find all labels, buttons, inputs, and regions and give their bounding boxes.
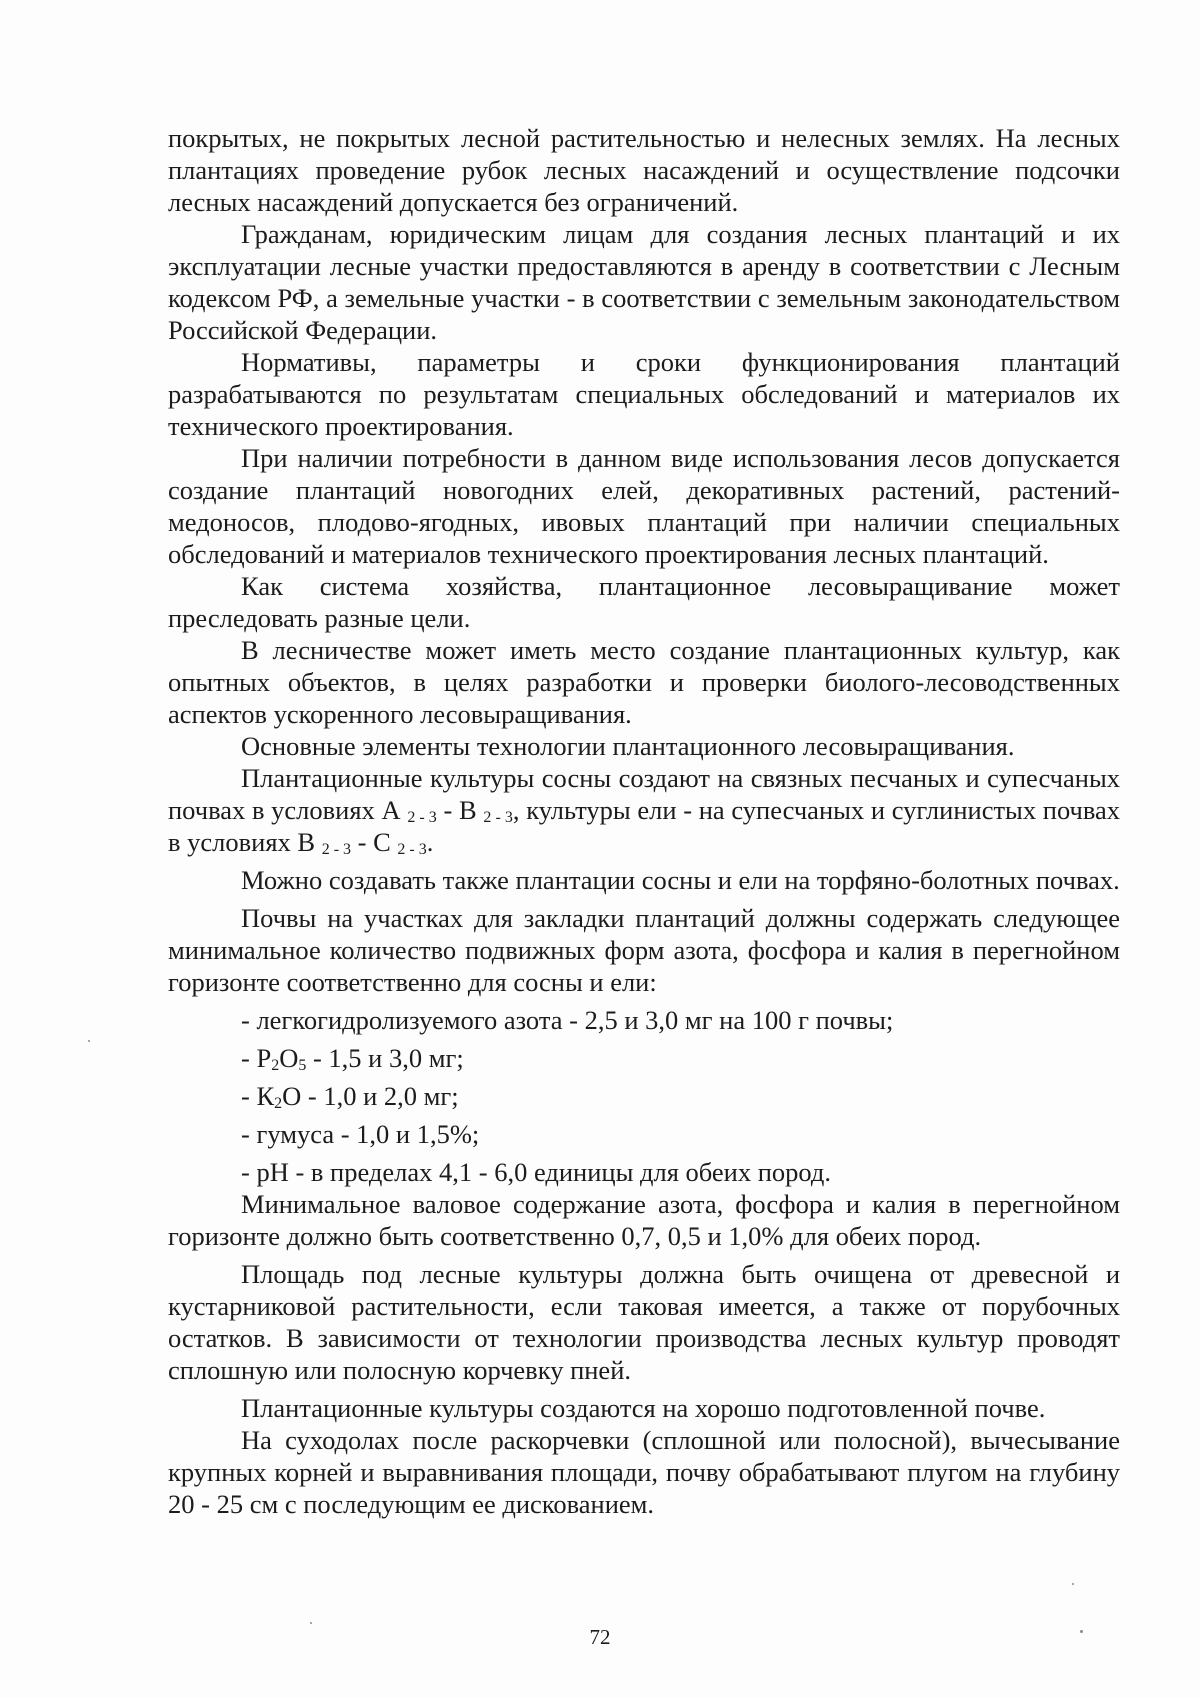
list-item-k2o	[168, 1080, 1120, 1112]
list-item-ph: - рН - в пределах 4,1 - 6,0 единицы для обеих пород.	[241, 1157, 832, 1187]
l2-b: О	[279, 1043, 299, 1073]
p8-text-3: , культуры ели - на супесчаных и суглинистых почвах в условиях В	[168, 795, 1121, 857]
l3-sub-1: 2	[274, 1095, 283, 1112]
paragraph-7: Основные элементы технологии плантационного лесовыращивания.	[241, 731, 1015, 761]
p8-text-5: .	[426, 827, 434, 857]
paragraph-13: Плантационные культуры создаются на хорошо подготовленной почве.	[241, 1393, 1046, 1423]
scan-speck	[310, 1622, 312, 1624]
paragraph-2: Гражданам, юридическим лицам для создания лесных плантаций и их эксплуатации лесные участки предоставляются в аренду в соответствии с Лесным кодексом РФ, а земельные участки - в соответствии с земельным законодательством Российской Федерации.	[168, 219, 1120, 345]
paragraph-10: Почвы на участках для закладки плантаций должны содержать следующее минимальное количество подвижных форм азота, фосфора и калия в перегнойном горизонте соответственно для сосны и ели:	[168, 903, 1120, 997]
list-item-p2o5	[168, 1042, 1120, 1074]
scan-speck	[1080, 1630, 1083, 1633]
l2-c: - 1,5 и 3,0 мг;	[306, 1043, 464, 1073]
paragraph-14: На суходолах после раскорчевки (сплошной или полосной), вычесывание крупных корней и выравнивания площади, почву обрабатывают плугом на глубину 20 - 25 см с последующим ее дискованием.	[168, 1425, 1120, 1519]
p8-sub-2: 2 - 3	[483, 809, 513, 826]
paragraph-12: Площадь под лесные культуры должна быть очищена от древесной и кустарниковой растительности, если таковая имеется, а также от порубочных остатков. В зависимости от технологии производства лесных культур проводят сплошную или полосную корчевку пней.	[168, 1259, 1120, 1385]
l2-sub-1: 2	[271, 1057, 280, 1074]
paragraph-8	[168, 762, 1120, 858]
paragraph-1: покрытых, не покрытых лесной растительностью и нелесных землях. На лесных плантациях проведение рубок лесных насаждений и осуществление подсочки лесных насаждений допускается без ограничений.	[168, 123, 1120, 217]
l2-a: - Р	[241, 1043, 272, 1073]
p8-text-1: Плантационные культуры сосны создают на связных песчаных и супесчаных почвах в условиях А	[168, 763, 1120, 825]
l3-a: - К	[241, 1081, 275, 1111]
p8-text-4: - С	[351, 827, 391, 857]
l2-sub-2: 5	[298, 1057, 307, 1074]
paragraph-5: Как система хозяйства, плантационное лесовыращивание может преследовать разные цели.	[168, 571, 1120, 633]
scan-speck	[88, 1040, 90, 1042]
p8-sub-4: 2 - 3	[397, 841, 427, 858]
list-item-nitrogen: - легкогидролизуемого азота - 2,5 и 3,0 мг на 100 г почвы;	[241, 1005, 894, 1035]
paragraph-11: Минимальное валовое содержание азота, фосфора и калия в перегнойном горизонте должно быть соответственно 0,7, 0,5 и 1,0% для обеих пород.	[168, 1189, 1120, 1251]
paragraph-4: При наличии потребности в данном виде использования лесов допускается создание плантаций новогодних елей, декоративных растений, растений-медоносов, плодово-ягодных, ивовых плантаций при наличии специальных обследований и материалов технического проектирования лесных плантаций.	[168, 443, 1120, 569]
paragraph-6: В лесничестве может иметь место создание плантационных культур, как опытных объектов, в целях разработки и проверки биолого-лесоводственных аспектов ускоренного лесовыращивания.	[168, 635, 1120, 729]
body-text	[168, 122, 1120, 1520]
l3-b: О - 1,0 и 2,0 мг;	[282, 1081, 459, 1111]
list-item-humus: - гумуса - 1,0 и 1,5%;	[241, 1119, 480, 1149]
scan-speck	[1072, 1583, 1074, 1585]
paragraph-3: Нормативы, параметры и сроки функционирования плантаций разрабатываются по результатам специальных обследований и материалов их технического проектирования.	[168, 347, 1120, 441]
p8-sub-1: 2 - 3	[407, 809, 437, 826]
paragraph-9: Можно создавать также плантации сосны и ели на торфяно-болотных почвах.	[241, 865, 1120, 895]
page-number: 72	[589, 1625, 611, 1649]
p8-text-2: - В	[436, 795, 477, 825]
p8-sub-3: 2 - 3	[321, 841, 352, 858]
